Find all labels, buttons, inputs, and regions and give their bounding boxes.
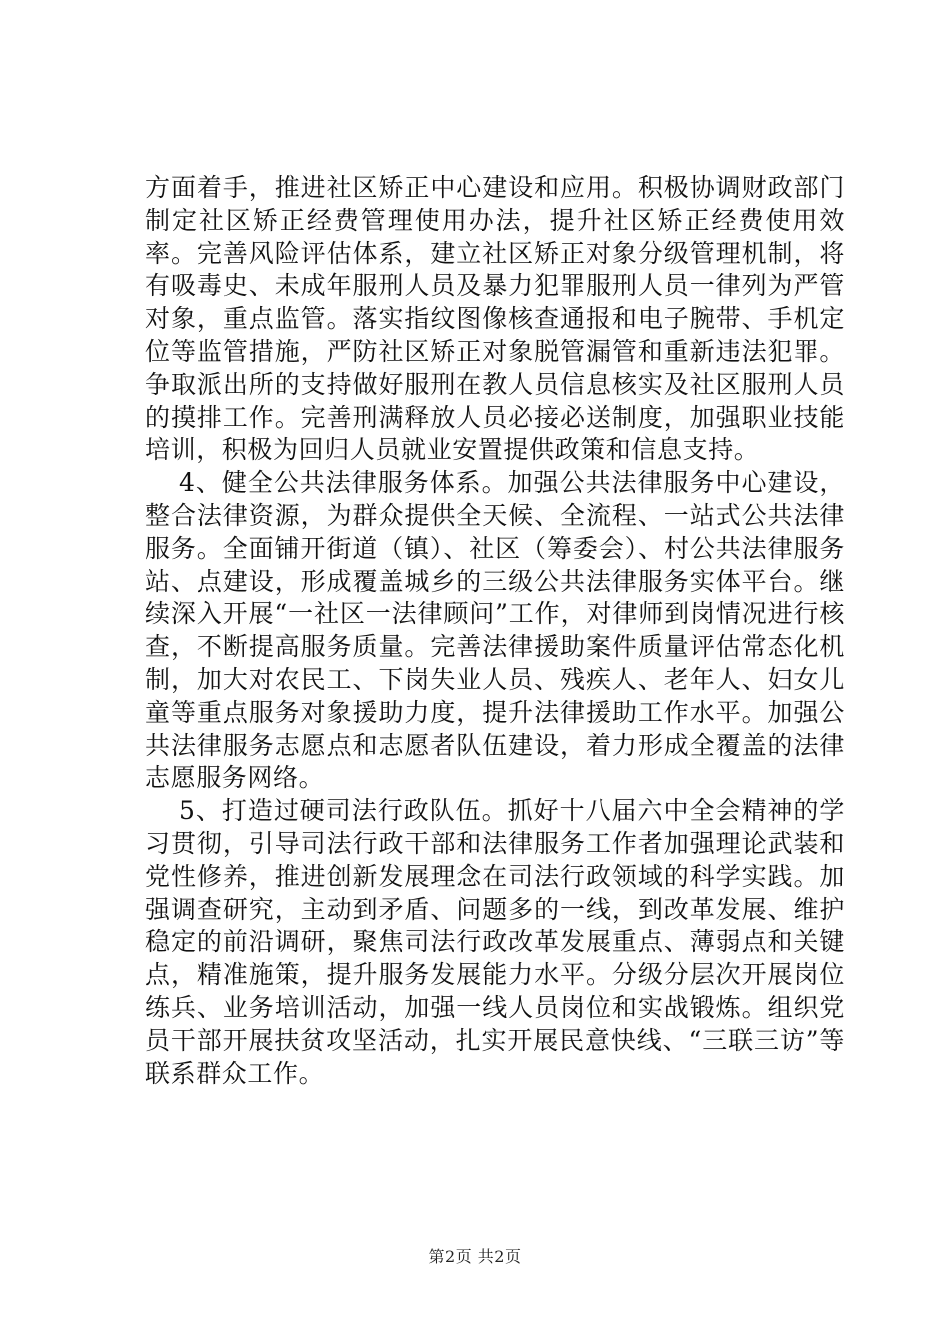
document-body: [145, 172, 845, 1090]
paragraph-judicial-team: 5、打造过硬司法行政队伍。抓好十八届六中全会精神的学习贯彻，引导司法行政干部和法律服务工作者加强理论武装和党性修养，推进创新发展理念在司法行政领域的科学实践。加强调查研究，主动到矛盾、问题多的一线，到改革发展、维护稳定的前沿调研，聚焦司法行政改革发展重点、薄弱点和关键点，精准施策，提升服务发展能力水平。分级分层次开展岗位练兵、业务培训活动，加强一线人员岗位和实战锻炼。组织党员干部开展扶贫攻坚活动，扎实开展民意快线、“三联三访”等联系群众工作。: [145, 796, 845, 1088]
paragraph-public-legal-service: 4、健全公共法律服务体系。加强公共法律服务中心建设，整合法律资源，为群众提供全天候、全流程、一站式公共法律服务。全面铺开街道（镇）、社区（筹委会）、村公共法律服务站、点建设，形成覆盖城乡的三级公共法律服务实体平台。继续深入开展“一社区一法律顾问”工作，对律师到岗情况进行核查，不断提高服务质量。完善法律援助案件质量评估常态化机制，加大对农民工、下岗失业人员、残疾人、老年人、妇女儿童等重点服务对象援助力度，提升法律援助工作水平。加强公共法律服务志愿点和志愿者队伍建设，着力形成全覆盖的法律志愿服务网络。: [145, 468, 845, 793]
paragraph-community-correction: 方面着手，推进社区矫正中心建设和应用。积极协调财政部门制定社区矫正经费管理使用办法，提升社区矫正经费使用效率。完善风险评估体系，建立社区矫正对象分级管理机制，将有吸毒史、未成年服刑人员及暴力犯罪服刑人员一律列为严管对象，重点监管。落实指纹图像核查通报和电子腕带、手机定位等监管措施，严防社区矫正对象脱管漏管和重新违法犯罪。争取派出所的支持做好服刑在教人员信息核实及社区服刑人员的摸排工作。完善刑满释放人员必接必送制度，加强职业技能培训，积极为回归人员就业安置提供政策和信息支持。: [145, 173, 845, 465]
page-footer: 第2页 共2页: [428, 1247, 522, 1266]
